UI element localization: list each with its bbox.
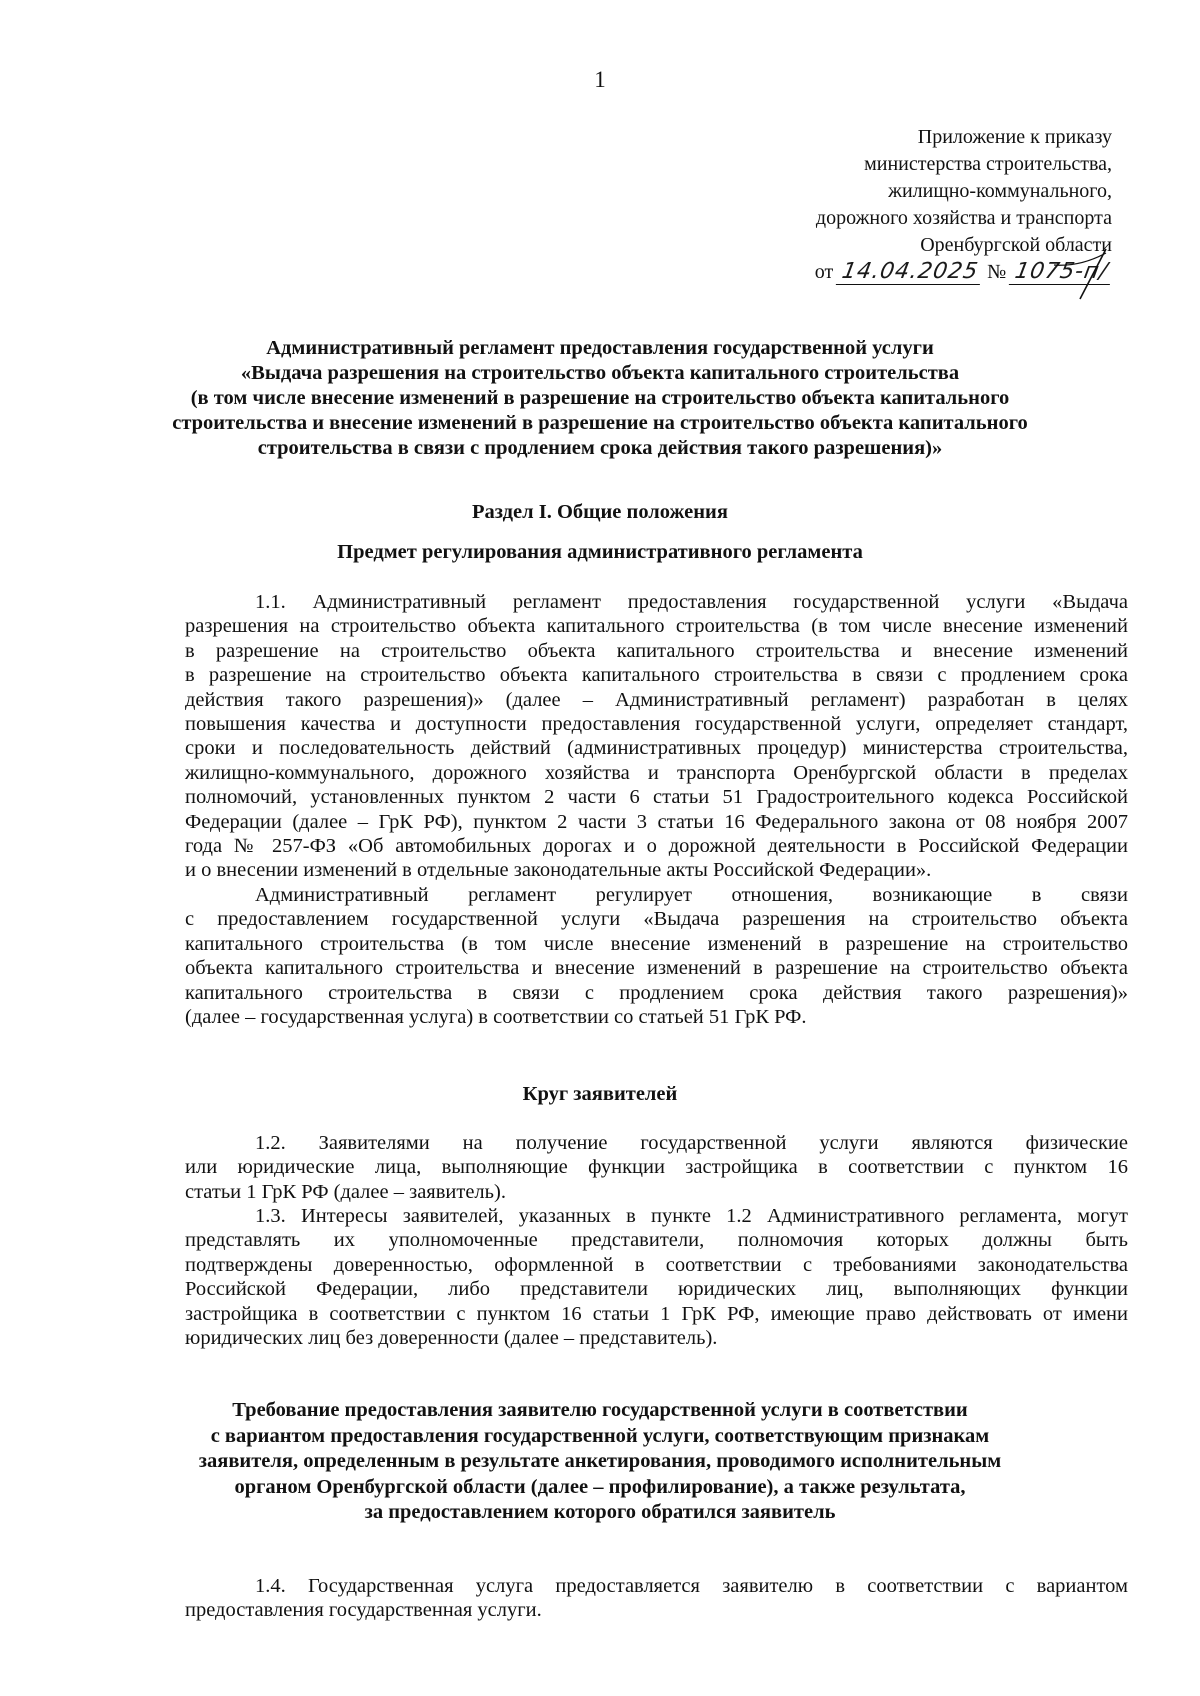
paragraph-line: повышения качества и доступности предоставления государственной услуги, определяет стандарт, bbox=[185, 713, 1128, 736]
section-heading: Раздел I. Общие положения bbox=[472, 501, 728, 523]
paragraph-line: капитального строительства в связи с продлением срока действия такого разрешения)» bbox=[185, 981, 1128, 1004]
date-prefix: от bbox=[814, 261, 834, 283]
paragraph-1-1-continued bbox=[185, 883, 1128, 1029]
paragraph-line: (далее – государственная услуга) в соответствии со статьей 51 ГрК РФ. bbox=[185, 1006, 807, 1029]
appendix-line: дорожного хозяйства и транспорта bbox=[815, 207, 1112, 229]
document-title bbox=[150, 336, 1050, 461]
heading-line: заявителя, определенным в результате анкетирования, проводимого исполнительным bbox=[198, 1450, 1002, 1472]
title-line: (в том числе внесение изменений в разрешение на строительство объекта капитального bbox=[190, 387, 1010, 409]
paragraph-line: года № 257-ФЗ «Об автомобильных дорогах и о дорожной деятельности в Российской Федерации bbox=[185, 835, 1128, 858]
paragraph-line: объекта капитального строительства и внесение изменений в разрешение на строительство объекта bbox=[185, 957, 1128, 980]
paragraph-line: полномочий, установленных пунктом 2 части 6 статьи 51 Градостроительного кодекса Российской bbox=[185, 786, 1128, 809]
paragraph-1-4 bbox=[185, 1574, 1128, 1623]
appendix-line: Приложение к приказу bbox=[917, 126, 1112, 148]
paragraph-line: 1.1. Административный регламент предоставления государственной услуги «Выдача bbox=[255, 591, 1128, 613]
paragraph-line: Российской Федерации, либо представители юридических лиц, выполняющих функции bbox=[185, 1278, 1128, 1301]
subsection-heading: Предмет регулирования административного регламента bbox=[337, 541, 863, 563]
applicants-heading: Круг заявителей bbox=[522, 1083, 678, 1105]
paragraph-line: Федерации (далее – ГрК РФ), пунктом 2 части 3 статьи 16 Федерального закона от 08 ноября 2007 bbox=[185, 810, 1128, 833]
paragraph-line: капитального строительства (в том числе внесение изменений в разрешение на строительство bbox=[185, 932, 1128, 955]
paragraph-line: представлять их уполномоченные представители, полномочия которых должны быть bbox=[185, 1229, 1128, 1252]
appendix-line: министерства строительства, bbox=[864, 153, 1112, 175]
paragraph-line: юридических лиц без доверенности (далее – представитель). bbox=[185, 1327, 718, 1350]
requirement-heading bbox=[150, 1398, 1050, 1526]
paragraph-line: с предоставлением государственной услуги «Выдача разрешения на строительство объекта bbox=[185, 908, 1128, 931]
paragraph-line: застройщика в соответствии с пунктом 16 статьи 1 ГрК РФ, имеющие право действовать от имени bbox=[185, 1302, 1128, 1325]
order-date-number-row bbox=[815, 259, 1112, 293]
heading-line: с вариантом предоставления государственной услуги, соответствующим признакам bbox=[210, 1424, 990, 1447]
paragraph-line: статьи 1 ГрК РФ (далее – заявитель). bbox=[185, 1180, 506, 1203]
heading-line: Требование предоставления заявителю государственной услуги в соответствии bbox=[232, 1399, 968, 1421]
paragraph-line: 1.2. Заявителями на получение государственной услуги являются физические bbox=[255, 1132, 1128, 1154]
handwritten-number: 1075-п/ bbox=[1009, 260, 1114, 285]
page-number: 1 bbox=[594, 67, 606, 92]
paragraph-1-2 bbox=[185, 1131, 1128, 1204]
paragraph-line: или юридические лица, выполняющие функции застройщика в соответствии с пунктом 16 bbox=[185, 1156, 1128, 1179]
paragraph-line: разрешения на строительство объекта капитального строительства (в том числе внесение изменений bbox=[185, 615, 1128, 638]
paragraph-line: 1.3. Интересы заявителей, указанных в пункте 1.2 Административного регламента, могут bbox=[255, 1205, 1128, 1227]
paragraph-line: и о внесении изменений в отдельные законодательные акты Российской Федерации». bbox=[185, 859, 932, 882]
title-line: строительства в связи с продлением срока действия такого разрешения)» bbox=[257, 437, 943, 459]
paragraph-line: 1.4. Государственная услуга предоставляется заявителю в соответствии с вариантом bbox=[255, 1575, 1128, 1597]
title-line: строительства и внесение изменений в разрешение на строительство объекта капитального bbox=[172, 412, 1028, 434]
handwritten-date: 14.04.2025 bbox=[836, 260, 984, 285]
paragraph-line: сроки и последовательность действий (административных процедур) министерства строительства, bbox=[185, 737, 1128, 760]
title-line: Административный регламент предоставления государственной услуги bbox=[266, 337, 934, 359]
title-line: «Выдача разрешения на строительство объекта капитального строительства bbox=[240, 362, 960, 384]
appendix-line: жилищно-коммунального, bbox=[888, 180, 1112, 202]
paragraph-line: подтверждены доверенностью, оформленной в соответствии с требованиями законодательства bbox=[185, 1253, 1128, 1276]
number-prefix: № bbox=[987, 261, 1007, 283]
pen-stroke-mark bbox=[1050, 245, 1110, 303]
paragraph-line: в разрешение на строительство объекта капитального строительства в связи с продлением срока bbox=[185, 664, 1128, 687]
heading-line: за предоставлением которого обратился заявитель bbox=[364, 1501, 836, 1523]
heading-line: органом Оренбургской области (далее – профилирование), а также результата, bbox=[234, 1475, 966, 1498]
paragraph-line: в разрешение на строительство объекта капитального строительства и внесение изменений bbox=[185, 639, 1128, 662]
paragraph-1-3 bbox=[185, 1204, 1128, 1350]
paragraph-1-1 bbox=[185, 590, 1128, 883]
appendix-block bbox=[815, 124, 1112, 293]
appendix-line: Оренбургской области bbox=[920, 234, 1112, 256]
paragraph-line: жилищно-коммунального, дорожного хозяйства и транспорта Оренбургской области в пределах bbox=[185, 761, 1128, 784]
paragraph-line: предоставления государственная услуги. bbox=[185, 1599, 542, 1622]
paragraph-line: действия такого разрешения)» (далее – Административный регламент) разработан в целях bbox=[185, 688, 1128, 711]
paragraph-line: Административный регламент регулирует отношения, возникающие в связи bbox=[255, 884, 1128, 906]
